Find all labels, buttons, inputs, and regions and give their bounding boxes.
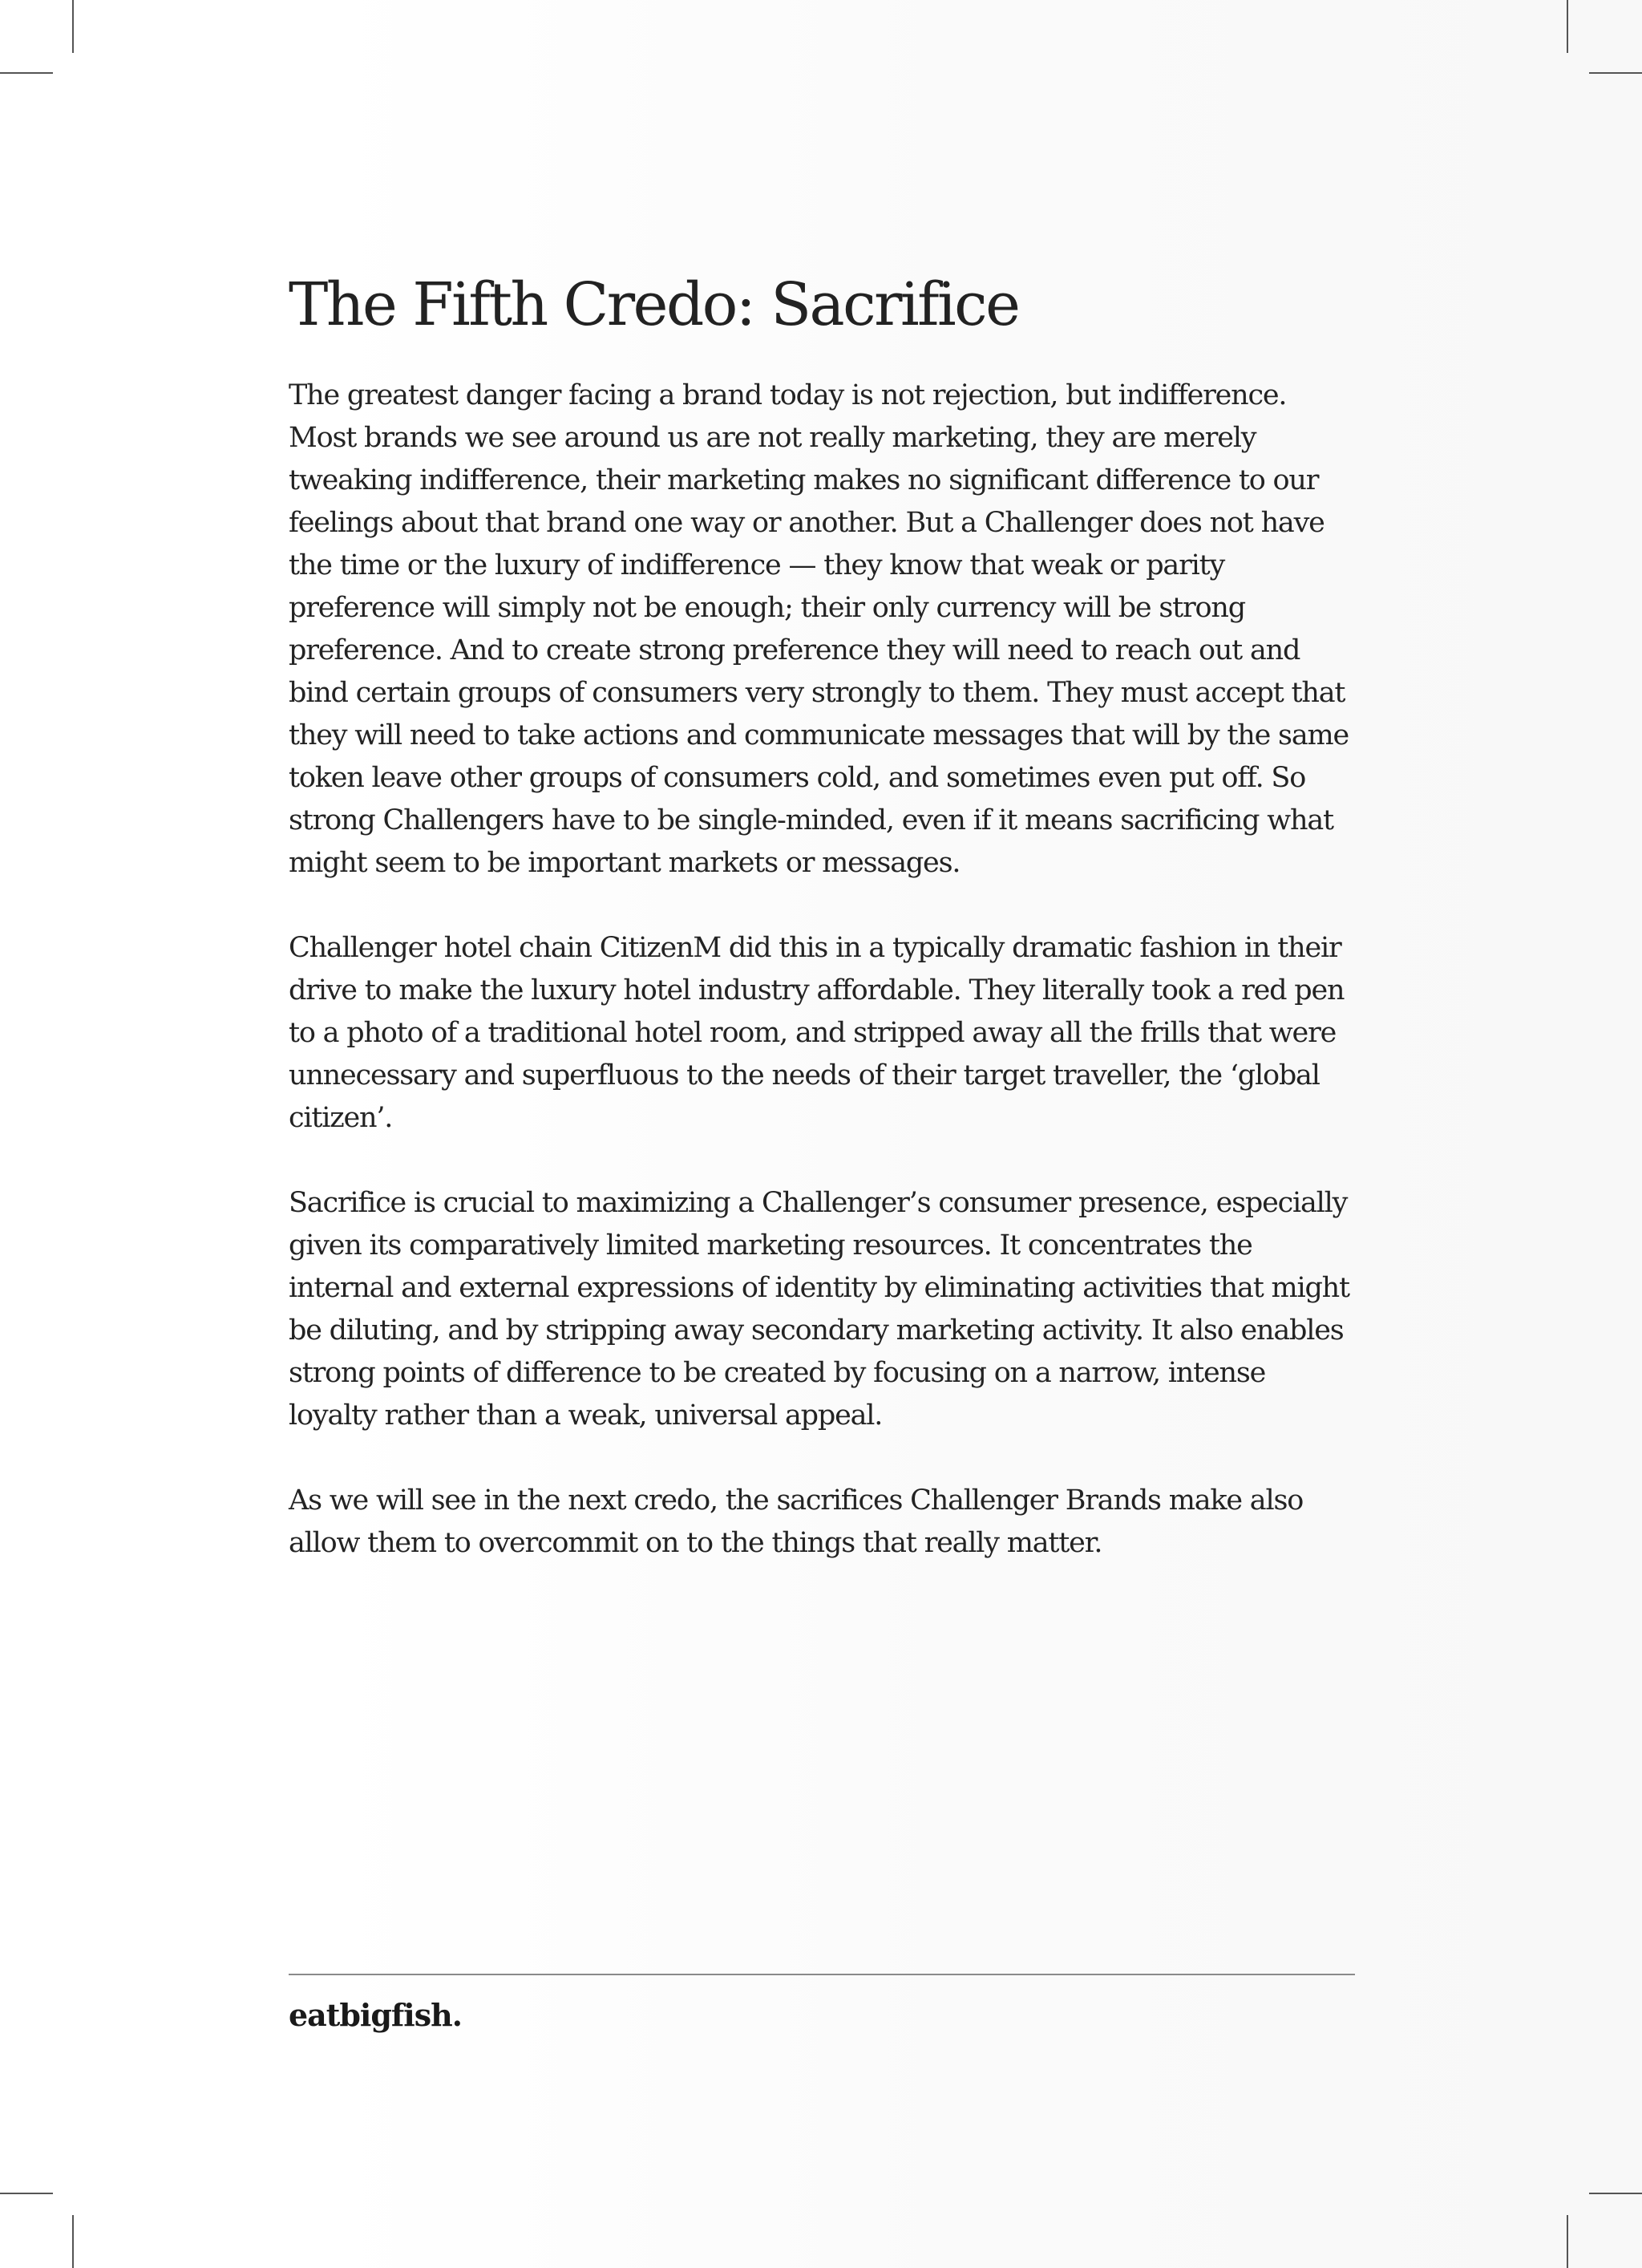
paragraph-indifference: The greatest danger facing a brand today is not rejection, but indifference. Most brands we see around us are not really marketing, they are merely tweaking indifference, their marketing makes no significant difference to our feelings about that brand one way or another. But a Challenger does not have the time or the luxury of indifference — they know that weak or parity preference will simply not be enough; their only currency will be strong preference. And to create strong preference they will need to reach out and bind certain groups of consumers very strongly to them. They must accept that they will need to take actions and communicate messages that will by the same token leave other groups of consumers cold, and sometimes even put off. So strong Challengers have to be single-minded, even if it means sacrificing what might seem to be important markets or messages. (289, 379, 1349, 880)
paragraph-citizenm: Challenger hotel chain CitizenM did this in a typically dramatic fashion in their drive to make the luxury hotel industry affordable. They literally took a red pen to a photo of a traditional hotel room, and stripped away all the frills that were unnecessary and superfluous to the needs of their target traveller, the ‘global citizen’. (289, 932, 1345, 1135)
crop-mark (72, 2215, 74, 2268)
crop-mark (1589, 72, 1642, 74)
crop-mark (1589, 2193, 1642, 2194)
crop-mark (1567, 0, 1568, 53)
crop-mark (0, 72, 53, 74)
paragraph-sacrifice-crucial: Sacrifice is crucial to maximizing a Challenger’s consumer presence, especially given its comparatively limited marketing resources. It concentrates the internal and external expressions of identity by eliminating activities that might be diluting, and by stripping away secondary marketing activity. It also enables strong points of difference to be created by focusing on a narrow, intense loyalty rather than a weak, universal appeal. (289, 1187, 1349, 1432)
crop-mark (72, 0, 74, 53)
brand-logo-text: eatbigfish. (289, 1997, 462, 2033)
page-title: The Fifth Credo: Sacrifice (289, 270, 1019, 339)
crop-mark (0, 2193, 53, 2194)
paragraph-next-credo: As we will see in the next credo, the sacrifices Challenger Brands make also allow them to overcommit on to the things that really matter. (289, 1484, 1304, 1560)
crop-mark (1567, 2215, 1568, 2268)
article-body (289, 270, 1355, 1607)
footer-divider (289, 1974, 1355, 1975)
